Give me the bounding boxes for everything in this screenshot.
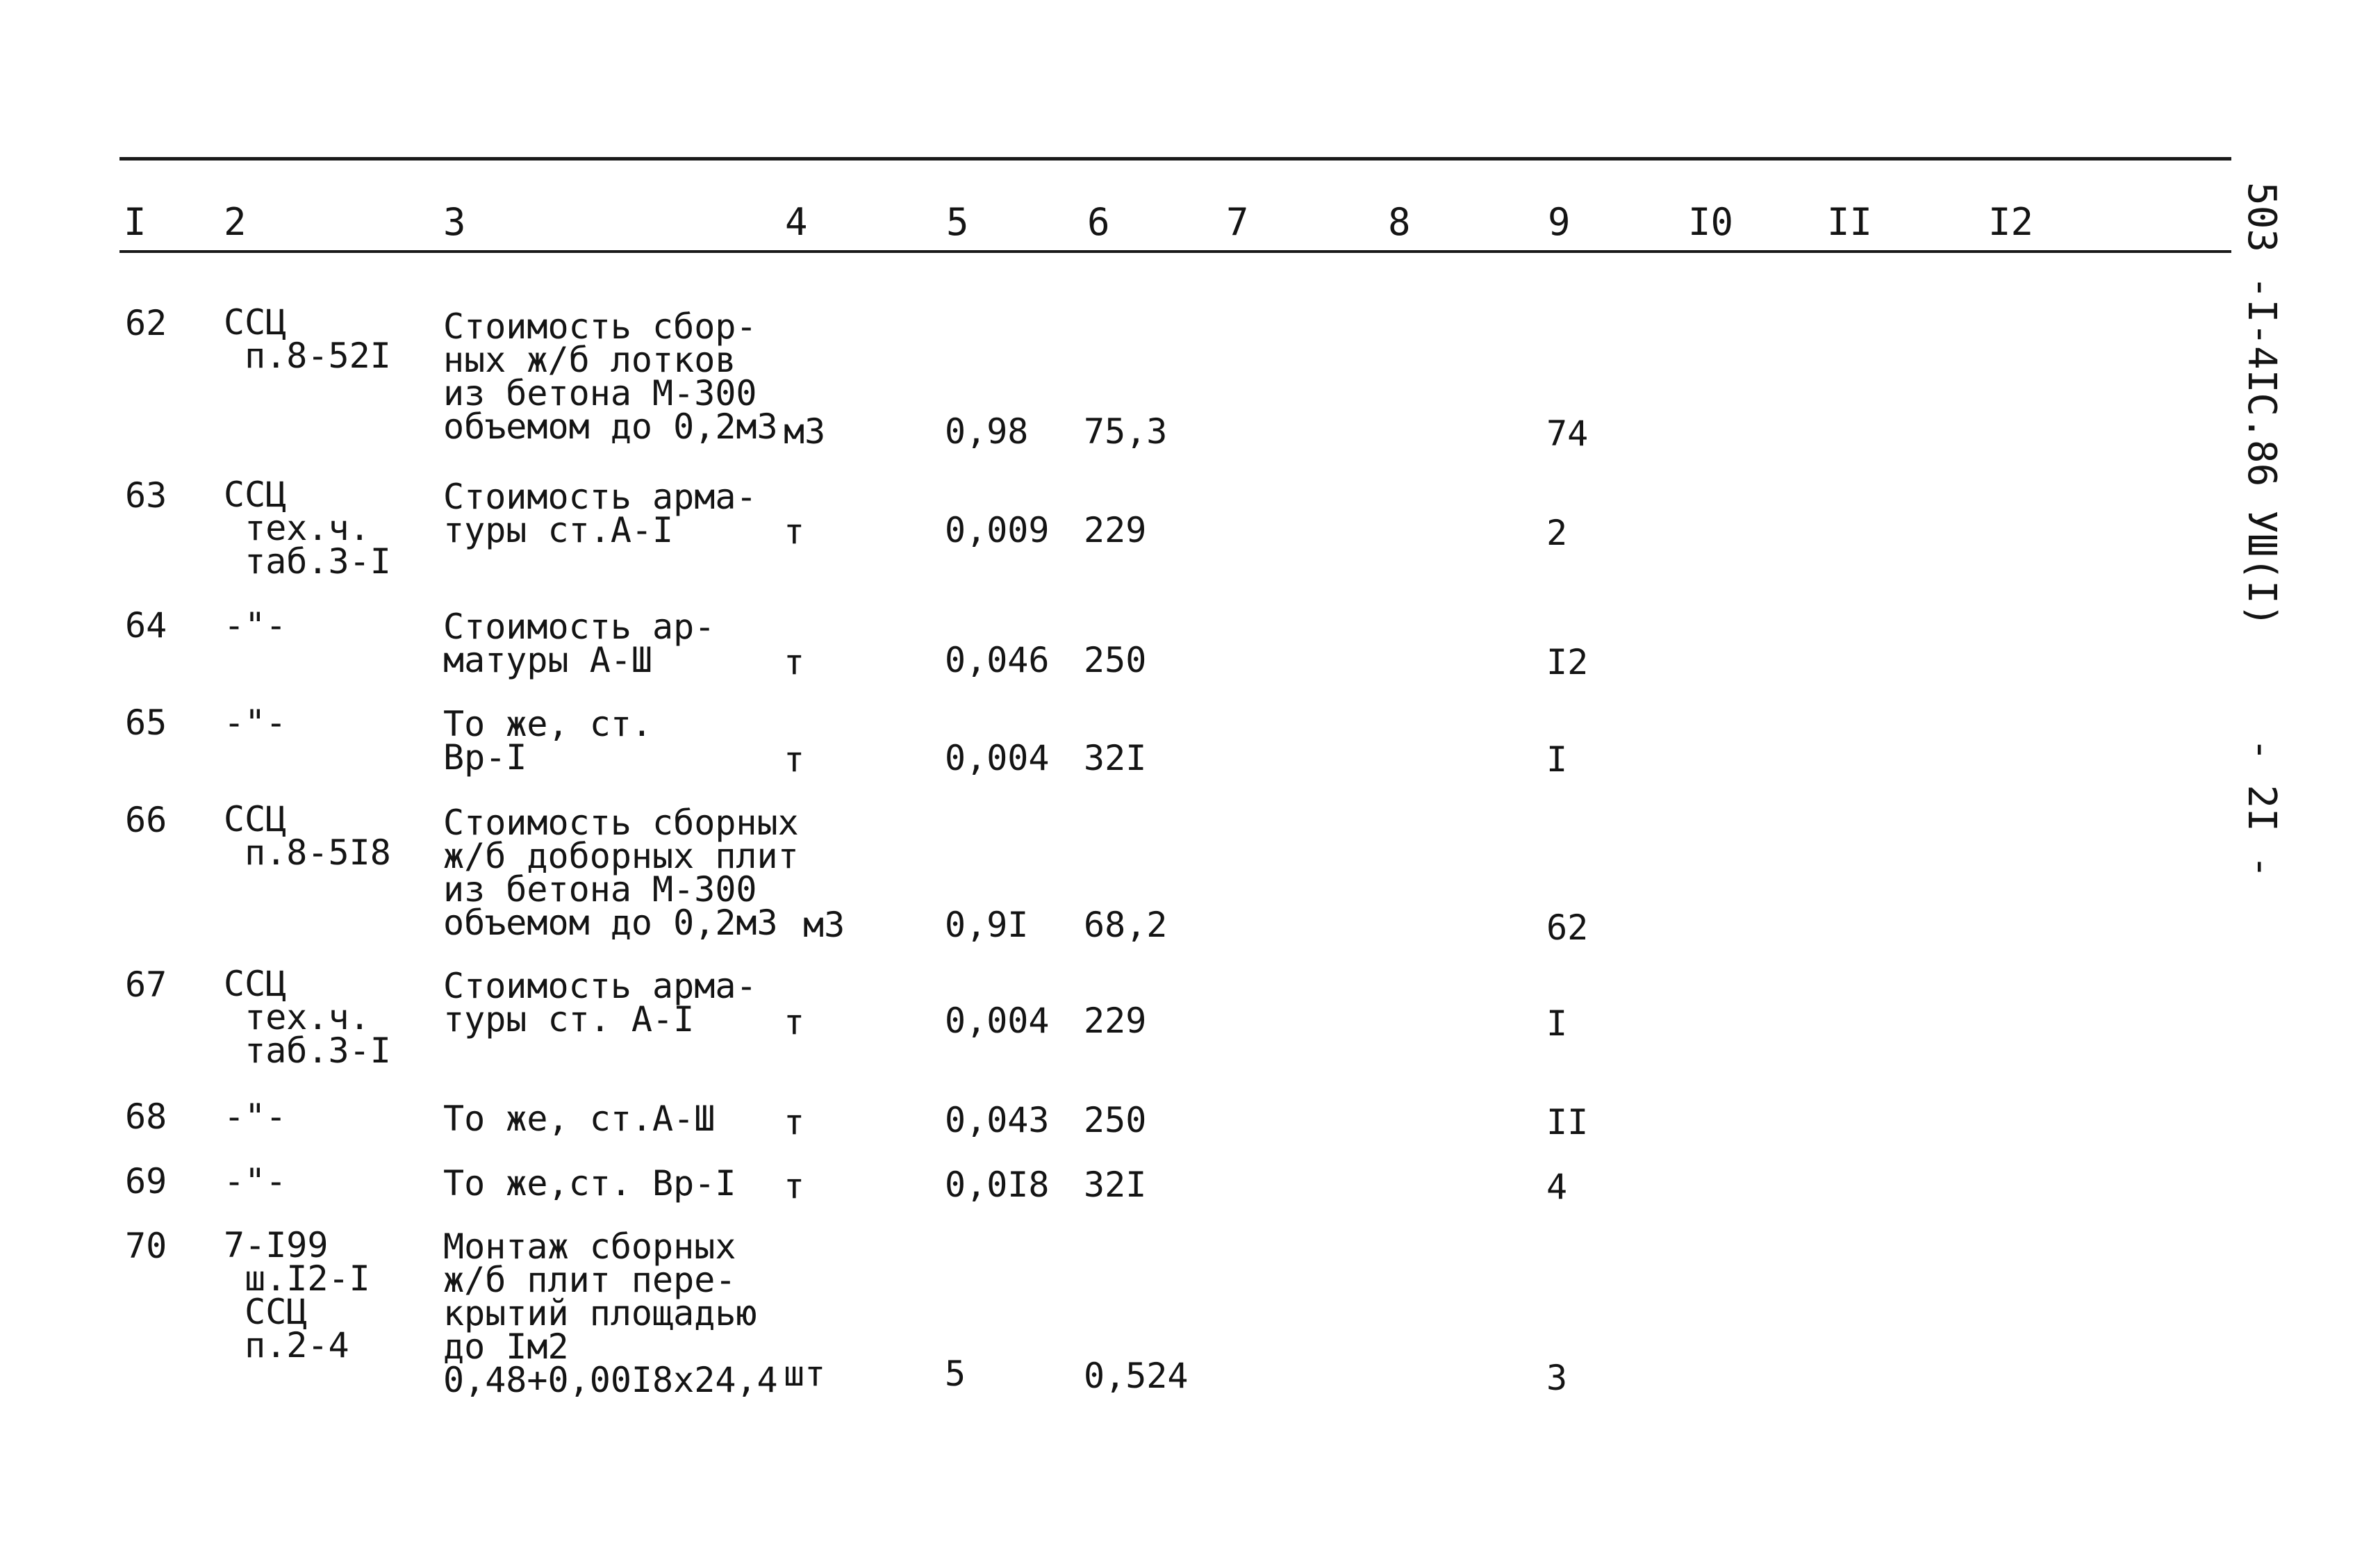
row-number: 69 <box>125 1161 167 1201</box>
total-cost: 2 <box>1546 513 1568 553</box>
work-description: Монтаж сборных ж/б плит пере- крытий площадью до Iм2 0,48+0,00I8х24,4 <box>443 1226 778 1400</box>
unit-price: 68,2 <box>1084 905 1168 945</box>
work-description: Стоимость сборных ж/б доборных плит из бетона М-300 объемом до 0,2м3 <box>443 803 799 943</box>
price-reference: 7-I99 ш.I2-I ССЦ п.2-4 <box>224 1225 370 1365</box>
row-number: 70 <box>125 1226 167 1266</box>
total-cost: 3 <box>1546 1358 1568 1398</box>
top-rule <box>119 157 2231 161</box>
col-header-2: 2 <box>224 200 247 244</box>
col-header-8: 8 <box>1388 200 1411 244</box>
row-number: 66 <box>125 800 167 840</box>
col-header-9: 9 <box>1548 200 1571 244</box>
price-reference: -"- <box>224 703 287 743</box>
col-header-4: 4 <box>785 200 808 244</box>
work-description: То же, ст. Вр-I <box>443 704 653 778</box>
row-number: 63 <box>125 475 167 516</box>
total-cost: I <box>1546 739 1568 780</box>
row-number: 68 <box>125 1097 167 1137</box>
price-reference: ССЦ п.8-5I8 <box>224 799 391 873</box>
price-reference: ССЦ тех.ч. таб.3-I <box>224 475 391 582</box>
col-header-11: II <box>1827 200 1873 244</box>
total-cost: 4 <box>1546 1167 1568 1207</box>
header-rule <box>119 250 2231 253</box>
work-description: Стоимость сбор- ных ж/б лотков из бетона М-300 объемом до 0,2м3 <box>443 306 778 447</box>
unit-price: 32I <box>1084 738 1147 778</box>
price-reference: -"- <box>224 605 287 646</box>
price-reference: ССЦ п.8-52I <box>224 302 391 376</box>
total-cost: I <box>1546 1003 1568 1044</box>
unit: т <box>784 642 805 682</box>
work-description: То же,ст. Вр-I <box>443 1163 736 1204</box>
row-number: 64 <box>125 605 167 646</box>
total-cost: 62 <box>1546 908 1589 948</box>
row-number: 62 <box>125 303 167 343</box>
quantity: 0,004 <box>945 738 1050 778</box>
total-cost: I2 <box>1546 642 1589 682</box>
work-description: Стоимость ар- матуры А-Ш <box>443 607 716 680</box>
unit: т <box>784 511 805 552</box>
col-header-10: I0 <box>1688 200 1734 244</box>
row-number: 67 <box>125 964 167 1005</box>
unit-price: 32I <box>1084 1165 1147 1205</box>
unit-price: 75,3 <box>1084 411 1168 452</box>
col-header-3: 3 <box>443 200 466 244</box>
quantity: 0,9I <box>945 905 1029 945</box>
unit-price: 0,524 <box>1084 1356 1189 1396</box>
unit: т <box>784 1166 805 1206</box>
unit-price: 250 <box>1084 640 1147 680</box>
col-header-6: 6 <box>1087 200 1110 244</box>
col-header-1: I <box>124 200 147 244</box>
col-header-5: 5 <box>946 200 969 244</box>
unit: м3 <box>803 905 845 945</box>
work-description: То же, ст.А-Ш <box>443 1099 716 1139</box>
unit: т <box>784 739 805 780</box>
price-reference: ССЦ тех.ч. таб.3-I <box>224 964 391 1071</box>
col-header-12: I2 <box>1988 200 2034 244</box>
work-description: Стоимость арма- туры ст.А-I <box>443 477 757 550</box>
total-cost: II <box>1546 1102 1589 1142</box>
unit-price: 229 <box>1084 1001 1147 1041</box>
quantity: 0,043 <box>945 1100 1050 1140</box>
quantity: 0,0I8 <box>945 1165 1050 1205</box>
work-description: Стоимость арма- туры ст. А-I <box>443 966 757 1040</box>
total-cost: 74 <box>1546 413 1589 454</box>
price-reference: -"- <box>224 1097 287 1137</box>
row-number: 65 <box>125 703 167 743</box>
page-number: - 2I - <box>2239 738 2284 879</box>
quantity: 5 <box>945 1354 966 1394</box>
unit-price: 250 <box>1084 1100 1147 1140</box>
quantity: 0,009 <box>945 510 1050 550</box>
quantity: 0,004 <box>945 1001 1050 1041</box>
document-code: 503 -I-4IС.86 УШ(I) <box>2239 182 2284 627</box>
col-header-7: 7 <box>1226 200 1249 244</box>
unit: т <box>784 1002 805 1042</box>
unit: т <box>784 1102 805 1142</box>
unit: шт <box>784 1354 826 1394</box>
quantity: 0,98 <box>945 411 1029 452</box>
unit: м3 <box>784 411 826 452</box>
quantity: 0,046 <box>945 640 1050 680</box>
price-reference: -"- <box>224 1161 287 1201</box>
unit-price: 229 <box>1084 510 1147 550</box>
